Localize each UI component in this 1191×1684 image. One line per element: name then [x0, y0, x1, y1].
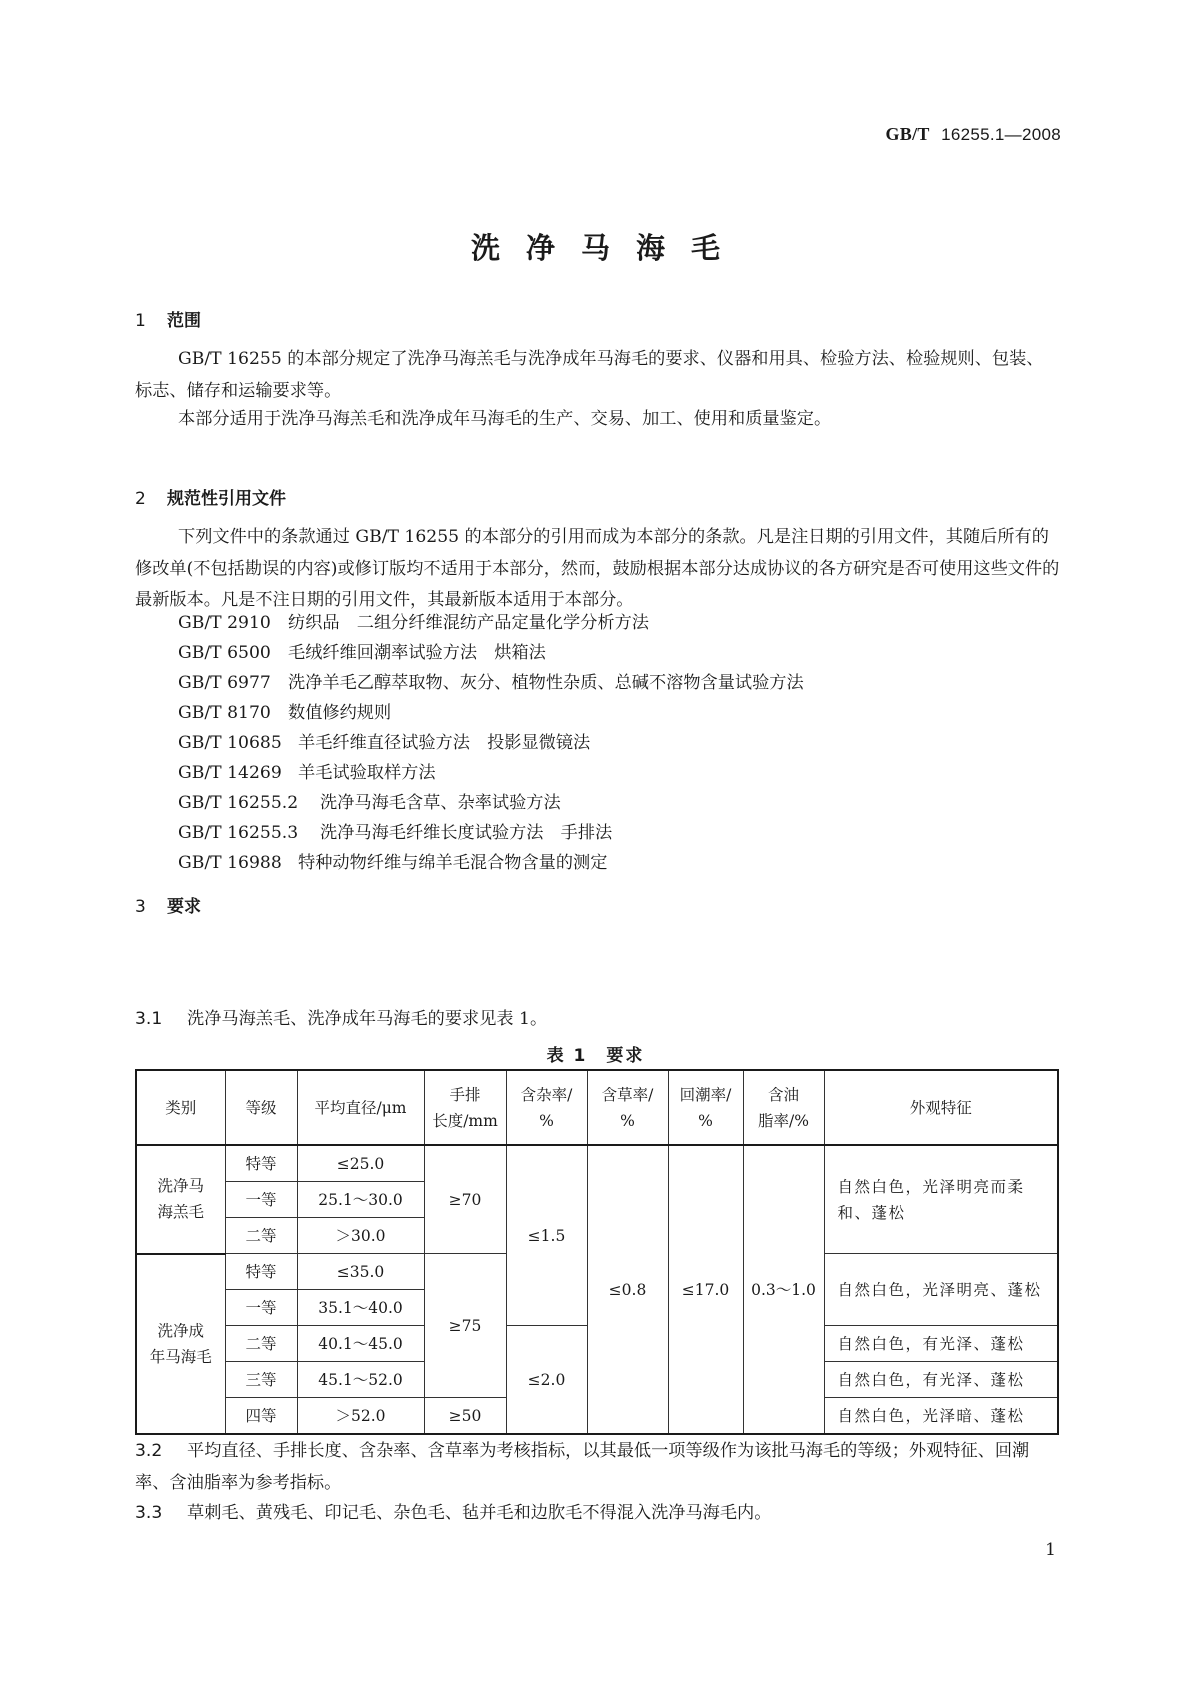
diameter-cell: 25.1～30.0	[297, 1182, 424, 1218]
diameter-cell: ＞52.0	[297, 1398, 424, 1435]
reference-item: GB/T 6977 洗净羊毛乙醇萃取物、灰分、植物性杂质、总碱不溶物含量试验方法	[178, 673, 804, 693]
section-title: 范围	[167, 311, 201, 331]
header-diameter: 平均直径/μm	[297, 1070, 424, 1145]
diameter-cell: ＞30.0	[297, 1218, 424, 1254]
section-title: 规范性引用文件	[167, 489, 286, 509]
grade-cell: 二等	[225, 1326, 297, 1362]
reference-item: GB/T 16255.2 洗净马海毛含草、杂率试验方法	[178, 793, 561, 813]
impurity-upper: ≤1.5	[506, 1145, 587, 1326]
length-kid: ≥70	[424, 1145, 506, 1254]
reference-item: GB/T 6500 毛绒纤维回潮率试验方法 烘箱法	[178, 643, 546, 663]
appearance-adult-2: 自然白色，有光泽、蓬松	[824, 1326, 1058, 1362]
grade-cell: 一等	[225, 1182, 297, 1218]
table-caption: 表 1 要求	[546, 1046, 645, 1066]
grade-cell: 三等	[225, 1362, 297, 1398]
impurity-lower: ≤2.0	[506, 1326, 587, 1435]
reference-item: GB/T 16255.3 洗净马海毛纤维长度试验方法 手排法	[178, 823, 613, 843]
clause-3-1: 3.1 洗净马海羔毛、洗净成年马海毛的要求见表 1。	[135, 1009, 548, 1029]
header-grease: 含油 脂率/%	[743, 1070, 824, 1145]
diameter-cell: 45.1～52.0	[297, 1362, 424, 1398]
length-adult-last: ≥50	[424, 1398, 506, 1435]
reference-item: GB/T 8170 数值修约规则	[178, 703, 392, 723]
reference-item: GB/T 16988 特种动物纤维与绵羊毛混合物含量的测定	[178, 853, 608, 873]
document-title: 洗净马海毛	[470, 231, 746, 265]
section-2-heading	[135, 484, 286, 509]
appearance-adult-3: 自然白色，有光泽、蓬松	[824, 1362, 1058, 1398]
section-title: 要求	[167, 897, 201, 917]
header-appearance: 外观特征	[824, 1070, 1058, 1145]
appearance-kid: 自然白色，光泽明亮而柔和、蓬松	[824, 1145, 1058, 1254]
appearance-adult-1: 自然白色，光泽明亮、蓬松	[824, 1254, 1058, 1326]
standard-number: 16255.1—2008	[941, 125, 1061, 144]
section-1-heading	[135, 306, 201, 331]
section-number: 1	[135, 311, 146, 331]
reference-item: GB/T 14269 羊毛试验取样方法	[178, 763, 436, 783]
diameter-cell: 40.1～45.0	[297, 1326, 424, 1362]
standard-prefix: GB/T	[885, 124, 930, 144]
clause-3-2: 3.2 平均直径、手排长度、含杂率、含草率为考核指标，以其最低一项等级作为该批马海毛的等级；外观特征、回潮率、含油脂率为参考指标。	[135, 1441, 1030, 1493]
section-2-intro: 下列文件中的条款通过 GB/T 16255 的本部分的引用而成为本部分的条款。凡是注日期的引用文件，其随后所有的修改单(不包括勘误的内容)或修订版均不适用于本部分，然而，鼓励根据本部分达成协议的各方研究是否可使用这些文件的最新版本。凡是不注日期的引用文件，其最新版本适用于本部分。	[135, 527, 1060, 610]
header-length: 手排 长度/mm	[424, 1070, 506, 1145]
diameter-cell: ≤35.0	[297, 1254, 424, 1290]
section-1-paragraph-2: 本部分适用于洗净马海羔毛和洗净成年马海毛的生产、交易、加工、使用和质量鉴定。	[178, 409, 832, 429]
grade-cell: 一等	[225, 1290, 297, 1326]
standard-code	[885, 124, 1061, 145]
length-adult-upper: ≥75	[424, 1254, 506, 1398]
grade-cell: 特等	[225, 1145, 297, 1182]
requirements-table	[135, 1069, 1059, 1435]
appearance-adult-4: 自然白色，光泽暗、蓬松	[824, 1398, 1058, 1435]
reference-item: GB/T 2910 纺织品 二组分纤维混纺产品定量化学分析方法	[178, 613, 649, 633]
header-grade: 等级	[225, 1070, 297, 1145]
section-number: 2	[135, 489, 146, 509]
section-number: 3	[135, 897, 146, 917]
grass-cell: ≤0.8	[587, 1145, 668, 1434]
header-moisture: 回潮率/ %	[668, 1070, 743, 1145]
table-header-row	[136, 1070, 1058, 1145]
grade-cell: 二等	[225, 1218, 297, 1254]
diameter-cell: 35.1～40.0	[297, 1290, 424, 1326]
category-adult: 洗净成 年马海毛	[136, 1254, 225, 1435]
clause-3-3: 3.3 草刺毛、黄残毛、印记毛、杂色毛、毡并毛和边肷毛不得混入洗净马海毛内。	[135, 1503, 772, 1523]
category-kid: 洗净马 海羔毛	[136, 1145, 225, 1254]
grade-cell: 特等	[225, 1254, 297, 1290]
header-impurity: 含杂率/ %	[506, 1070, 587, 1145]
grade-cell: 四等	[225, 1398, 297, 1435]
section-1-paragraph-1: GB/T 16255 的本部分规定了洗净马海羔毛与洗净成年马海毛的要求、仪器和用具、检验方法、检验规则、包装、标志、储存和运输要求等。	[135, 349, 1044, 401]
table-row	[136, 1145, 1058, 1182]
section-3-heading	[135, 892, 201, 917]
page-number: 1	[1045, 1540, 1056, 1560]
moisture-cell: ≤17.0	[668, 1145, 743, 1434]
header-grass: 含草率/ %	[587, 1070, 668, 1145]
reference-item: GB/T 10685 羊毛纤维直径试验方法 投影显微镜法	[178, 733, 591, 753]
diameter-cell: ≤25.0	[297, 1145, 424, 1182]
grease-cell: 0.3～1.0	[743, 1145, 824, 1434]
header-category: 类别	[136, 1070, 225, 1145]
